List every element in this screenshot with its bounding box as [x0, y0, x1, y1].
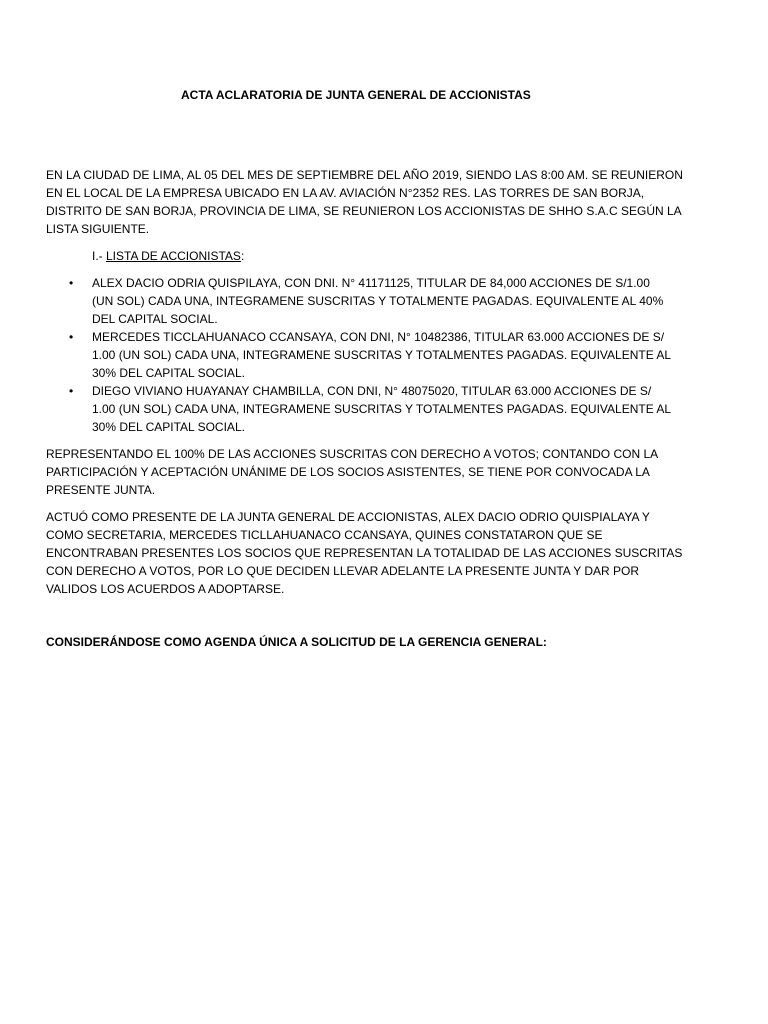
list-item	[69, 274, 672, 328]
list-item	[69, 382, 672, 436]
list-item	[69, 328, 672, 382]
bullet-icon: •	[69, 330, 74, 344]
representing-paragraph: REPRESENTANDO EL 100% DE LAS ACCIONES SUSCRITAS CON DERECHO A VOTOS; CONTANDO CON LA PARTICIPACIÓN Y ACEPTACIÓN UNÁNIME DE LOS SOCIOS ASISTENTES, SE TIENE POR CONVOCADA LA PRESENTE JUNTA.	[46, 447, 658, 497]
section-number: I.-	[92, 249, 106, 263]
acting-paragraph: ACTUÓ COMO PRESENTE DE LA JUNTA GENERAL DE ACCIONISTAS, ALEX DACIO ODRIO QUISPIALAYA Y COMO SECRETARIA, MERCEDES TICLLAHUANACO CCANSAYA, QUINES CONSTATARON QUE SE ENCONTRABAN PRESENTES LOS SOCIOS QUE REPRESENTAN LA TOTALIDAD DE LAS ACCIONES SUSCRITAS CON DERECHO A VOTOS, POR LO QUE DECIDEN LLEVAR ADELANTE LA PRESENTE JUNTA Y DAR POR VALIDOS LOS ACUERDOS A ADOPTARSE.	[46, 510, 683, 596]
section-heading	[92, 247, 244, 265]
shareholder-text: ALEX DACIO ODRIA QUISPILAYA, CON DNI. N° 41171125, TITULAR DE 84,000 ACCIONES DE S/1.00 (UN SOL) CADA UNA, INTEGRAMENE SUSCRITAS Y TOTALMENTE PAGADAS. EQUIVALENTE AL 40% DEL CAPITAL SOCIAL.	[92, 276, 664, 326]
section-title: LISTA DE ACCIONISTAS	[106, 249, 241, 263]
shareholder-list	[69, 274, 672, 436]
shareholder-text: MERCEDES TICCLAHUANACO CCANSAYA, CON DNI, N° 10482386, TITULAR 63.000 ACCIONES DE S/ 1.00 (UN SOL) CADA UNA, INTEGRAMENE SUSCRITAS Y TOTALMENTES PAGADAS. EQUIVALENTE AL 30% DEL CAPITAL SOCIAL.	[92, 330, 671, 380]
bullet-icon: •	[69, 384, 74, 398]
agenda-heading: CONSIDERÁNDOSE COMO AGENDA ÚNICA A SOLICITUD DE LA GERENCIA GENERAL:	[46, 635, 547, 649]
bullet-icon: •	[69, 276, 74, 290]
intro-paragraph: EN LA CIUDAD DE LIMA, AL 05 DEL MES DE SEPTIEMBRE DEL AÑO 2019, SIENDO LAS 8:00 AM. SE REUNIERON EN EL LOCAL DE LA EMPRESA UBICADO EN LA AV. AVIACIÓN N°2352 RES. LAS TORRES DE SAN BORJA, DISTRITO DE SAN BORJA, PROVINCIA DE LIMA, SE REUNIERON LOS ACCIONISTAS DE SHHO S.A.C SEGÚN LA LISTA SIGUIENTE.	[46, 168, 683, 236]
section-colon: :	[240, 249, 245, 263]
shareholder-text: DIEGO VIVIANO HUAYANAY CHAMBILLA, CON DNI, N° 48075020, TITULAR 63.000 ACCIONES DE S/ 1.00 (UN SOL) CADA UNA, INTEGRAMENE SUSCRITAS Y TOTALMENTES PAGADAS. EQUIVALENTE AL 30% DEL CAPITAL SOCIAL.	[92, 384, 671, 434]
document-title: ACTA ACLARATORIA DE JUNTA GENERAL DE ACCIONISTAS	[181, 88, 531, 102]
